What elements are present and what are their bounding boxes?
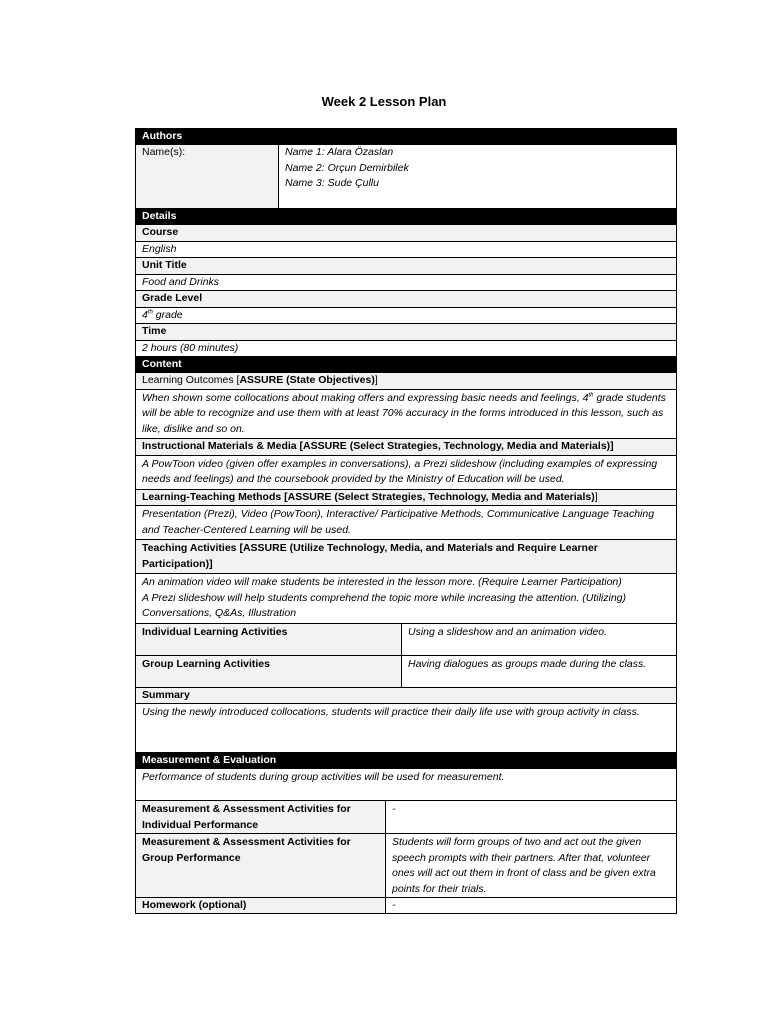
details-header: Details xyxy=(136,209,676,225)
methods-value: Presentation (Prezi), Video (PowToon), Interactive/ Participative Methods, Communicative Language Teaching and Teacher-Centered Learning will be used. xyxy=(136,506,676,540)
homework-label: Homework (optional) xyxy=(136,898,386,913)
course-value: English xyxy=(136,242,676,259)
time-label: Time xyxy=(136,324,676,341)
grade-level-label: Grade Level xyxy=(136,291,676,308)
author-name: Name 3: Sude Çullu xyxy=(285,177,379,189)
activity-line: A Prezi slideshow will help students comprehend the topic more while increasing the attention. (Utilizing) xyxy=(142,591,627,604)
unit-title-label: Unit Title xyxy=(136,258,676,275)
learning-outcomes-value: When shown some collocations about making offers and expressing basic needs and feelings, 4th grade students will be able to recognize and use them with at least 70% accuracy in the forms introduced in this lesson, such as like, dislike and so on. xyxy=(136,390,676,440)
individual-assessment-value: - xyxy=(392,803,396,815)
authors-label: Name(s): xyxy=(136,145,279,208)
learning-outcomes-label: Learning Outcomes [ASSURE (State Objectives)] xyxy=(136,373,676,390)
author-name: Name 1: Alara Özaslan xyxy=(285,146,394,158)
activity-line: Conversations, Q&As, Illustration xyxy=(142,607,297,619)
page-title: Week 2 Lesson Plan xyxy=(321,94,447,109)
measurement-intro: Performance of students during group activities will be used for measurement. xyxy=(136,769,676,801)
unit-title-value: Food and Drinks xyxy=(136,275,676,292)
individual-activities-value: Using a slideshow and an animation video. xyxy=(408,625,608,638)
homework-value: - xyxy=(392,899,396,911)
individual-activities-row xyxy=(136,624,676,656)
group-activities-row xyxy=(136,656,676,688)
summary-label: Summary xyxy=(136,688,676,705)
activity-line: An animation video will make students be interested in the lesson more. (Require Learner Participation) xyxy=(142,576,622,588)
group-activities-value: Having dialogues as groups made during the class. xyxy=(408,657,647,670)
measurement-header: Measurement & Evaluation xyxy=(136,753,676,769)
summary-value: Using the newly introduced collocations, students will practice their daily life use with group activity in class. xyxy=(136,704,676,753)
course-label: Course xyxy=(136,225,676,242)
time-value: 2 hours (80 minutes) xyxy=(136,341,676,358)
group-assessment-row xyxy=(136,834,676,898)
individual-assessment-label: Measurement & Assessment Activities for Individual Performance xyxy=(136,801,386,833)
materials-label: Instructional Materials & Media [ASSURE (Select Strategies, Technology, Media and Materials)] xyxy=(136,439,676,456)
individual-assessment-row xyxy=(136,801,676,834)
authors-names xyxy=(279,145,676,208)
methods-label: Learning-Teaching Methods [ASSURE (Select Strategies, Technology, Media and Materials)] xyxy=(136,490,676,507)
group-assessment-label: Measurement & Assessment Activities for Group Performance xyxy=(136,834,386,897)
lesson-plan-table xyxy=(135,128,677,914)
content-header: Content xyxy=(136,357,676,373)
homework-row xyxy=(136,898,676,914)
authors-row xyxy=(136,145,676,209)
individual-activities-label: Individual Learning Activities xyxy=(136,624,402,655)
grade-level-value: 4th grade xyxy=(136,308,676,325)
teaching-activities-value xyxy=(136,574,676,624)
author-name: Name 2: Orçun Demirbilek xyxy=(285,161,409,174)
materials-value: A PowToon video (given offer examples in conversations), a Prezi slideshow (including examples of expressing needs and feelings) and the coursebook provided by the Ministry of Education will be used. xyxy=(136,456,676,490)
teaching-activities-label: Teaching Activities [ASSURE (Utilize Technology, Media, and Materials and Require Learner Participation)] xyxy=(136,540,676,574)
group-activities-label: Group Learning Activities xyxy=(136,656,402,687)
authors-header: Authors xyxy=(136,129,676,145)
group-assessment-value: Students will form groups of two and act out the given speech prompts with their partners. After that, volunteer ones will act out them in front of class and be given extra points for their trials. xyxy=(392,836,656,895)
